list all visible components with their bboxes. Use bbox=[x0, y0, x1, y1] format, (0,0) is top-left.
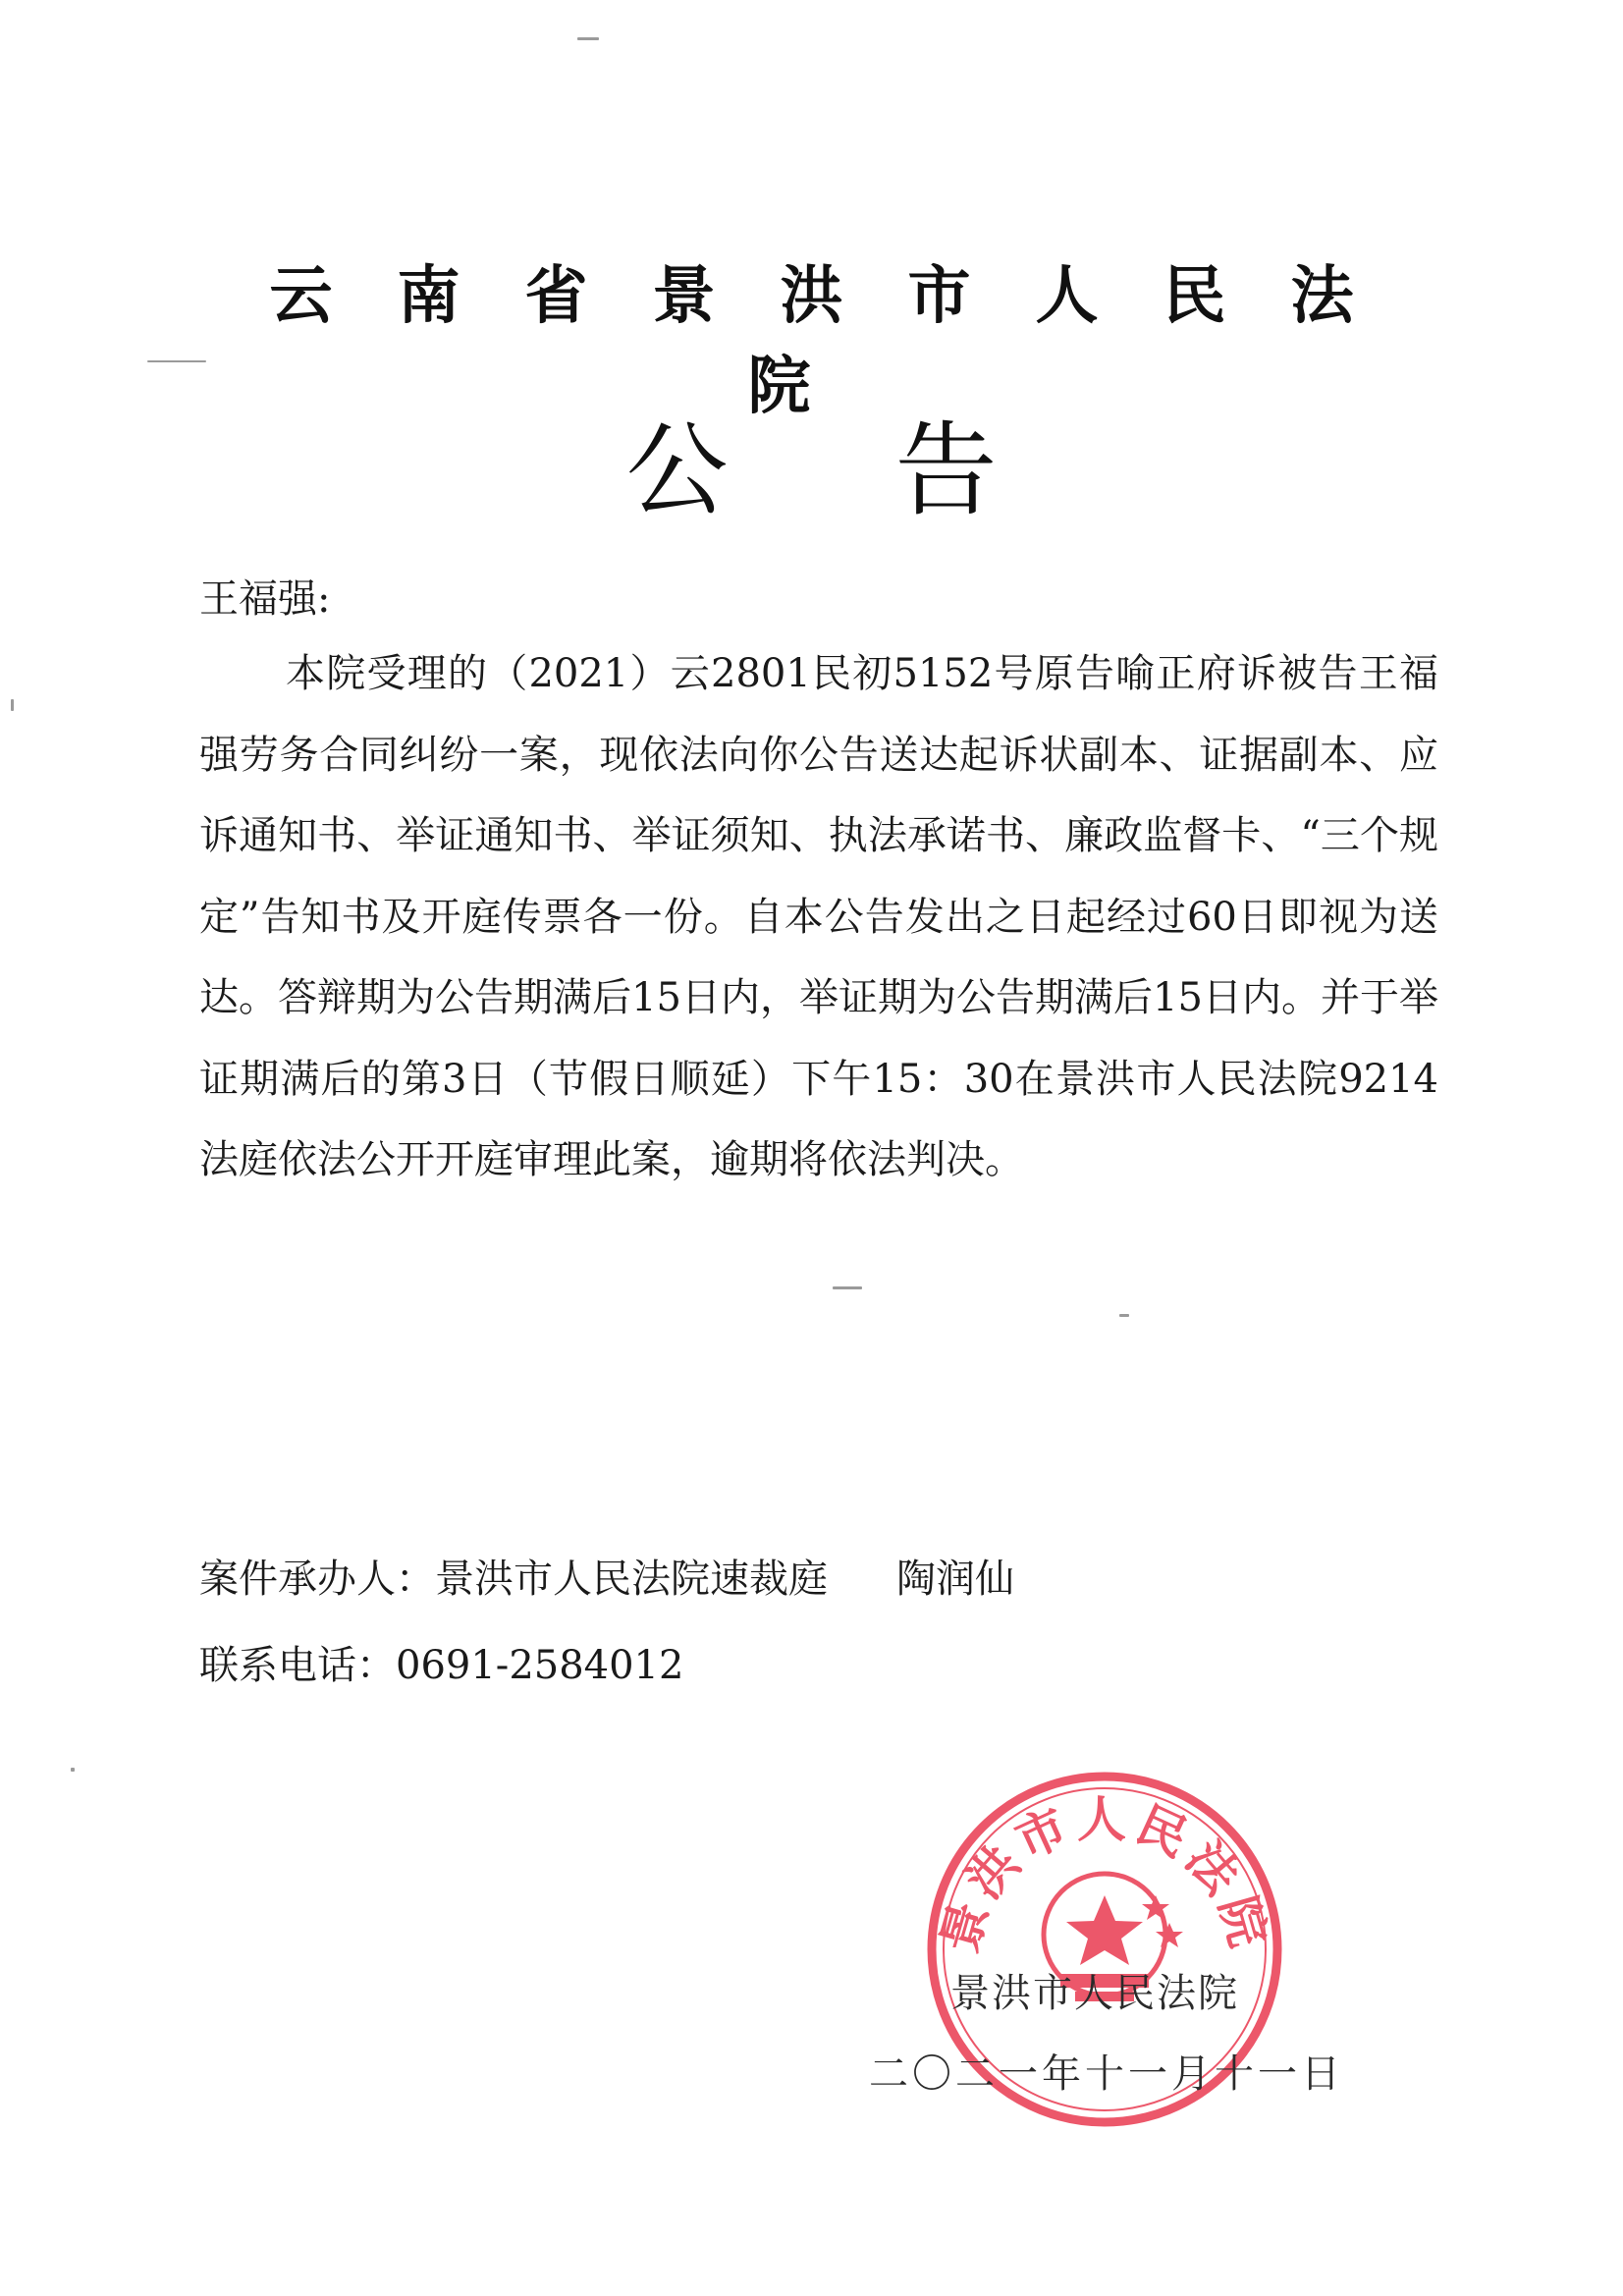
handler-department: 景洪市人民法院速裁庭 bbox=[435, 1557, 828, 1602]
handler-name: 陶润仙 bbox=[896, 1557, 1014, 1602]
scan-speck bbox=[1119, 1314, 1129, 1317]
document-title: 公告 bbox=[625, 410, 1164, 530]
scan-speck bbox=[11, 699, 14, 711]
scan-speck bbox=[71, 1768, 75, 1772]
phone-number: 0691-2584012 bbox=[396, 1643, 684, 1688]
court-name-heading: 云南省景洪市人民法院 bbox=[269, 260, 1419, 423]
case-handler-line bbox=[199, 1548, 1014, 1604]
addressee: 王福强: bbox=[199, 576, 331, 622]
contact-phone-line bbox=[199, 1634, 683, 1690]
signature-court-name: 景洪市人民法院 bbox=[950, 1971, 1239, 2016]
scan-speck bbox=[577, 37, 599, 40]
seal-text: 景洪市人民法院 bbox=[931, 1791, 1278, 1959]
signature-date: 二〇二一年十一月十一日 bbox=[869, 2051, 1344, 2097]
phone-label: 联系电话： bbox=[199, 1643, 396, 1688]
scan-speck bbox=[833, 1286, 862, 1289]
scan-speck bbox=[147, 360, 206, 362]
notice-body: 本院受理的（2021）云2801民初5152号原告喻正府诉被告王福强劳务合同纠纷一案，现依法向你公告送达起诉状副本、证据副本、应诉通知书、举证通知书、举证须知、执法承诺书、廉政监督卡、“三个规定”告知书及开庭传票各一份。自本公告发出之日起经过60日即视为送达。答辩期为公告期满后15日内，举证期为公告期满后15日内。并于举证期满后的第3日（节假日顺延）下午15：30在景洪市人民法院9214法庭依法公开开庭审理此案，逾期将依法判决。 bbox=[199, 651, 1438, 1182]
handler-label: 案件承办人： bbox=[199, 1557, 435, 1602]
